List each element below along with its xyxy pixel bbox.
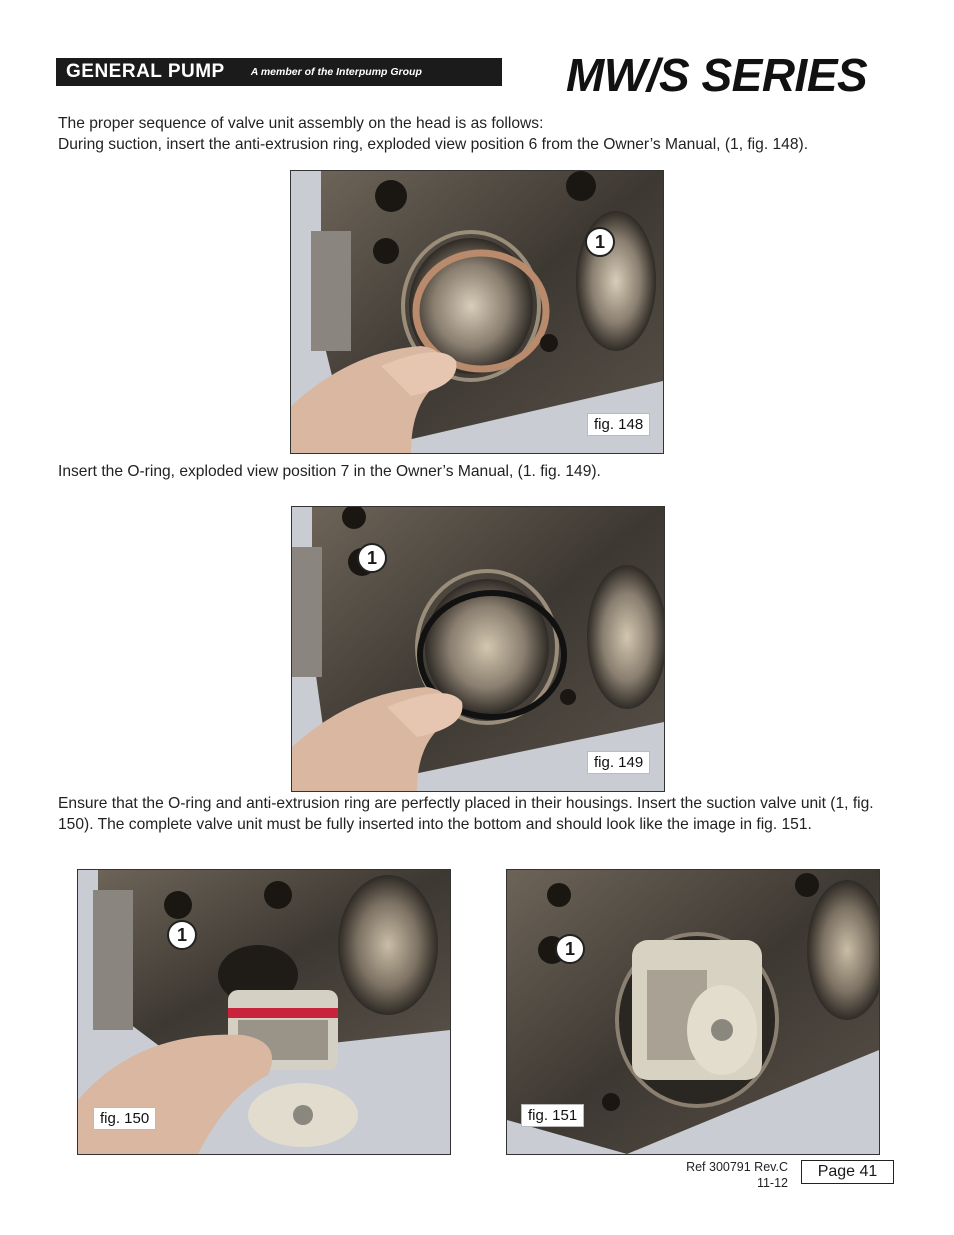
brand-name: GENERAL PUMP	[66, 61, 225, 82]
figure-150-photo	[77, 869, 451, 1155]
figure-149-photo	[291, 506, 665, 792]
intro-line-2: During suction, insert the anti-extrusion ring, exploded view position 6 from the Owner’s Manual, (1, fig. 148).	[58, 136, 809, 153]
insert-valve-paragraph: Ensure that the O-ring and anti-extrusion ring are perfectly placed in their housings. Insert the suction valve unit (1, fig. 150). The complete valve unit must be fully inserted into the bottom and should look like the image in fig. 151.	[58, 795, 874, 833]
figure-label: fig. 151	[521, 1104, 584, 1127]
brand-tagline: A member of the Interpump Group	[250, 66, 422, 78]
revision-date: 11-12	[756, 1176, 788, 1190]
figure-148-photo	[290, 170, 664, 454]
figure-label: fig. 149	[587, 751, 650, 774]
series-title: MW/S SERIES	[566, 49, 868, 101]
callout-marker: 1	[555, 934, 585, 964]
figure-label: fig. 148	[587, 413, 650, 436]
figure-label: fig. 150	[93, 1107, 156, 1130]
pump-head-oring-illustration	[292, 507, 664, 791]
pump-head-ring-illustration	[291, 171, 663, 453]
callout-marker: 1	[585, 227, 615, 257]
brand-banner	[56, 58, 502, 86]
intro-line-1: The proper sequence of valve unit assembly on the head is as follows:	[58, 115, 544, 132]
callout-marker: 1	[167, 920, 197, 950]
callout-marker: 1	[357, 543, 387, 573]
o-ring-paragraph: Insert the O-ring, exploded view position 7 in the Owner’s Manual, (1. fig. 149).	[58, 463, 601, 480]
intro-paragraph	[58, 113, 898, 155]
figure-151-photo	[506, 869, 880, 1155]
document-reference	[686, 1159, 788, 1191]
page-number: Page 41	[801, 1160, 894, 1184]
ref-number: Ref 300791 Rev.C	[686, 1160, 788, 1174]
